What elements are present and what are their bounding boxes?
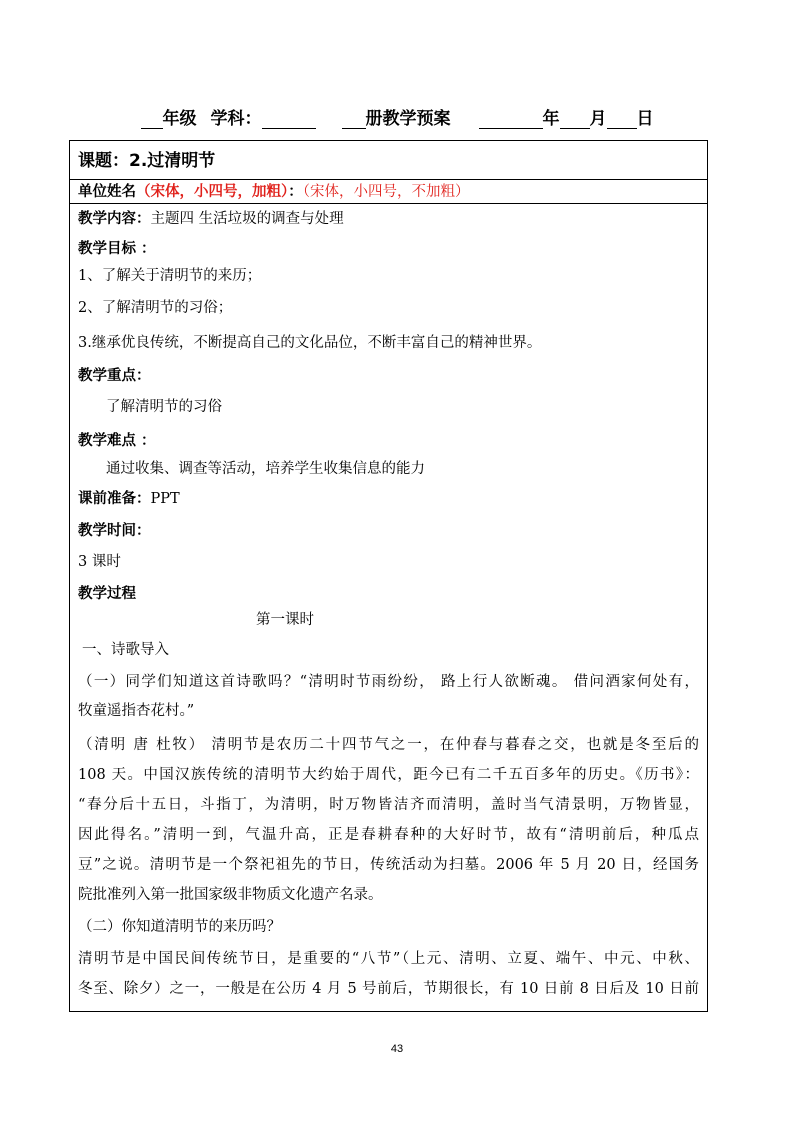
- difficulty-value: 通过收集、调查等活动，培养学生收集信息的能力: [106, 461, 425, 477]
- plan-header: [0, 104, 794, 129]
- body-line: （一）同学们知道这首诗歌吗？“清明时节雨纷纷， 路上行人欲断魂。 借问酒家何处有，: [78, 674, 699, 690]
- time-label: 教学时间：: [78, 523, 151, 539]
- unit-label: 单位姓名: [78, 184, 136, 200]
- body-line: 豆”之说。清明节是一个祭祀祖先的节日，传统活动为扫墓。2006 年 5 月 20 日，经国务: [78, 857, 699, 873]
- subject-blank[interactable]: [262, 110, 316, 129]
- process-label: 教学过程: [78, 586, 136, 602]
- content-row: [78, 209, 699, 229]
- day-blank[interactable]: [607, 110, 637, 129]
- month-blank[interactable]: [560, 110, 590, 129]
- content-label: 教学内容：: [78, 211, 151, 227]
- body-line: 因此得名。”清明一到，气温升高，正是春耕春种的大好时节，故有“清明前后，种瓜点: [78, 827, 699, 843]
- goal-item: 3.继承优良传统，不断提高自己的文化品位，不断丰富自己的精神世界。: [78, 335, 542, 351]
- prep-value: PPT: [150, 491, 180, 507]
- body-line: 108 天。中国汉族传统的清明节大约始于周代，距今已有二千五百多年的历史。《历书》：: [78, 767, 699, 783]
- goal-item: 1、了解关于清明节的来历；: [78, 268, 262, 284]
- divider: [70, 203, 707, 204]
- prep-label: 课前准备：: [78, 491, 151, 507]
- month-label: 月: [589, 109, 607, 129]
- session-title: 第一课时: [256, 612, 314, 628]
- volume-label: 册教学预案: [365, 109, 451, 129]
- body-line: 院批准列入第一批国家级非物质文化遗产名录。: [78, 887, 383, 903]
- grade-label: 年级: [162, 109, 197, 129]
- body-line: 牧童遥指杏花村。”: [78, 703, 195, 719]
- unit-colon: ：: [288, 184, 303, 200]
- page-number: 43: [390, 1043, 404, 1055]
- unit-name-row: [78, 182, 699, 202]
- key-label: 教学重点：: [78, 368, 151, 384]
- difficulty-label: 教学难点 ：: [78, 433, 156, 449]
- lesson-plan-table: [69, 140, 708, 1012]
- unit-label-note: （宋体，小四号，加粗）: [136, 184, 289, 200]
- year-blank[interactable]: [479, 110, 543, 129]
- goals-label: 教学目标 ：: [78, 241, 156, 257]
- section-heading: 一、诗歌导入: [82, 642, 169, 658]
- day-label: 日: [636, 109, 654, 129]
- body-line: 清明节是中国民间传统节日，是重要的“八节”（上元、清明、立夏、端午、中元、中秋、: [78, 951, 699, 967]
- unit-value-note[interactable]: （宋体，小四号，不加粗）: [302, 184, 470, 200]
- lesson-title: 课题：2.过清明节: [78, 151, 216, 171]
- prep-row: [78, 489, 699, 509]
- year-label: 年: [542, 109, 560, 129]
- time-value: 3 课时: [78, 554, 121, 570]
- body-line: 冬至、除夕）之一，一般是在公历 4 月 5 号前后，节期很长，有 10 日前 8 日后及 10 日前: [78, 981, 699, 997]
- goal-item: 2、了解清明节的习俗；: [78, 300, 233, 316]
- grade-blank[interactable]: [141, 110, 163, 129]
- content-value: 主题四 生活垃圾的调查与处理: [150, 211, 344, 227]
- key-value: 了解清明节的习俗: [106, 399, 222, 415]
- subject-label: 学科：: [210, 109, 262, 129]
- body-line: （二）你知道清明节的来历吗？: [78, 919, 281, 935]
- divider: [70, 179, 707, 180]
- body-line: “春分后十五日，斗指丁，为清明，时万物皆洁齐而清明，盖时当气清景明，万物皆显，: [78, 797, 699, 813]
- volume-blank[interactable]: [342, 110, 366, 129]
- body-line: （清明 唐 杜牧） 清明节是农历二十四节气之一，在仲春与暮春之交，也就是冬至后的: [78, 737, 699, 753]
